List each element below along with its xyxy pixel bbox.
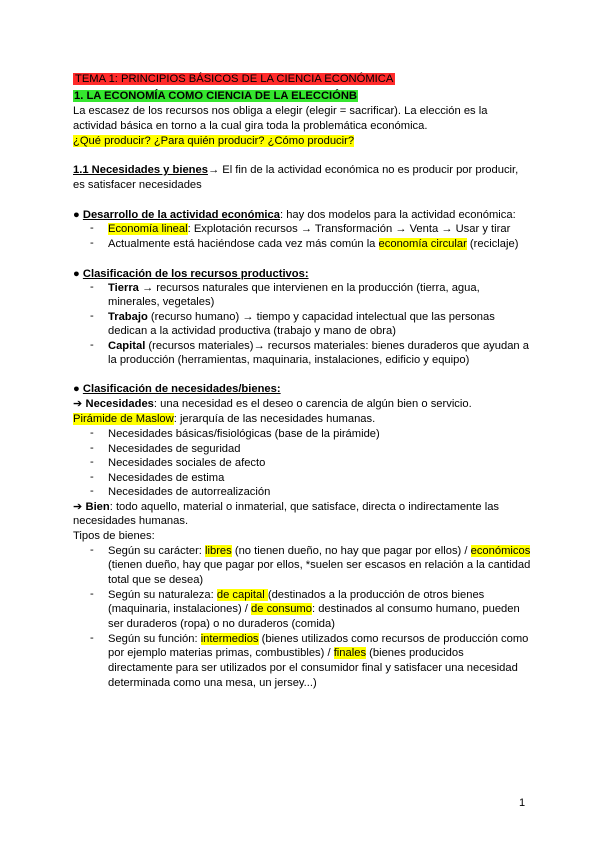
necesidades-label: Necesidades xyxy=(85,398,154,410)
dash-marker: - xyxy=(90,588,94,600)
bien-text: : todo aquello, material o inmaterial, que satisface, directa o indirectamente las xyxy=(109,501,500,513)
naturaleza-line1 xyxy=(108,588,484,602)
funcion-2a: por ejemplo materias primas, combustibles) / xyxy=(108,647,334,659)
necesidades-def xyxy=(73,397,472,411)
desarrollo-item2-post: (reciclaje) xyxy=(466,238,519,250)
list-item: Necesidades de estima xyxy=(108,472,225,484)
necesidades-heading-line xyxy=(73,382,281,396)
caracter-mid: (no tienen dueño, no hay que pagar por ellos) / xyxy=(231,545,471,557)
title-line xyxy=(73,72,395,86)
dash-marker: - xyxy=(90,237,94,249)
funcion-mid: (bienes utilizados como recursos de producción como xyxy=(258,633,529,645)
trabajo-text: (recurso humano) → tiempo y capacidad intelectual que las personas xyxy=(147,311,495,323)
economia-lineal: Economía lineal xyxy=(108,223,188,235)
economia-circular: economía circular xyxy=(378,238,467,250)
bullet-icon: ● xyxy=(73,268,80,280)
dash-marker: - xyxy=(90,544,94,556)
list-item: Necesidades básicas/fisiológicas (base de la pirámide) xyxy=(108,428,380,440)
section1-questions-line xyxy=(73,134,354,148)
funcion-line3: directamente para ser utilizados por el consumidor final y satisfacer una necesidad xyxy=(108,662,518,674)
bullet-icon: ● xyxy=(73,209,80,221)
maslow-highlight: Pirámide de Maslow xyxy=(73,413,174,425)
funcion-line4: determinada como una mesa, un jersey...) xyxy=(108,677,317,689)
naturaleza-2a: (maquinaria, instalaciones) / xyxy=(108,603,252,615)
naturaleza-pre: Según su naturaleza: xyxy=(108,589,217,601)
recursos-heading: Clasificación de los recursos productivos: xyxy=(82,268,309,280)
section1-heading: 1. LA ECONOMÍA COMO CIENCIA DE LA ELECCIÓNB xyxy=(74,90,358,102)
caracter-pre: Según su carácter: xyxy=(108,545,206,557)
section11-arrow-text: → El fin de la actividad económica no es producir por producir, xyxy=(207,164,519,176)
capital-label: Capital xyxy=(108,340,146,352)
trabajo-label: Trabajo xyxy=(108,311,148,323)
dash-marker: - xyxy=(90,632,94,644)
dash-marker: - xyxy=(90,427,94,439)
dash-marker: - xyxy=(90,339,94,351)
naturaleza-2b: : destinados al consumo humano, pueden xyxy=(311,603,520,615)
funcion-pre: Según su función: xyxy=(108,633,201,645)
naturaleza-line2 xyxy=(108,602,520,616)
naturaleza-mid: (destinados a la producción de otros bienes xyxy=(267,589,485,601)
section1-heading-line xyxy=(73,89,358,103)
recursos-trabajo-2: dedican a la actividad productiva (trabajo y mano de obra) xyxy=(108,325,396,337)
caracter-line2: (tienen dueño, hay que pagar por ellos, *suelen ser escasos en relación a la cantidad xyxy=(108,559,531,571)
desarrollo-rest: : hay dos modelos para la actividad económica: xyxy=(279,209,516,221)
desarrollo-heading: Desarrollo de la actividad económica xyxy=(82,209,280,221)
recursos-trabajo xyxy=(108,310,495,324)
maslow-line xyxy=(73,412,375,426)
tierra-text: → recursos naturales que intervienen en la producción (tierra, agua, xyxy=(138,282,480,294)
caracter-line3: total que se desea) xyxy=(108,574,204,586)
recursos-tierra-2: minerales, vegetales) xyxy=(108,296,215,308)
page-number: 1 xyxy=(519,797,526,809)
section1-p2: actividad básica en torno a la cual gira toda la problemática económica. xyxy=(73,120,428,132)
desarrollo-item1-rest: : Explotación recursos → Transformación → Venta → Usar y tirar xyxy=(187,223,511,235)
maslow-text: : jerarquía de las necesidades humanas. xyxy=(173,413,376,425)
de-capital-highlight: de capital xyxy=(216,589,268,601)
dash-marker: - xyxy=(90,471,94,483)
necesidades-text: : una necesidad es el deseo o carencia de algún bien o servicio. xyxy=(153,398,472,410)
dash-marker: - xyxy=(90,442,94,454)
arrow-icon: ➔ xyxy=(73,398,83,410)
section11-line1 xyxy=(73,163,518,177)
desarrollo-item1 xyxy=(108,222,510,236)
funcion-line2 xyxy=(108,646,464,660)
bien-label: Bien xyxy=(85,501,110,513)
funcion-2b: (bienes producidos xyxy=(366,647,464,659)
necesidades-heading: Clasificación de necesidades/bienes: xyxy=(82,383,281,395)
section11-heading: 1.1 Necesidades y bienes xyxy=(73,164,208,176)
tierra-label: Tierra xyxy=(108,282,139,294)
capital-text: (recursos materiales)→ recursos materiales: bienes duraderos que ayudan a xyxy=(145,340,529,352)
section1-p1: La escasez de los recursos nos obliga a elegir (elegir = sacrificar). La elección es la xyxy=(73,105,488,117)
economicos-highlight: económicos xyxy=(470,545,531,557)
recursos-capital-2: la producción (herramientas, maquinaria, instalaciones, edificio y equipo) xyxy=(108,354,470,366)
desarrollo-item2 xyxy=(108,237,518,251)
desarrollo-item2-pre: Actualmente está haciéndose cada vez más común la xyxy=(108,238,379,250)
page-title: TEMA 1: PRINCIPIOS BÁSICOS DE LA CIENCIA ECONÓMICA xyxy=(75,73,394,85)
tipos-label: Tipos de bienes: xyxy=(73,530,155,542)
libres-highlight: libres xyxy=(205,545,232,557)
desarrollo-heading-line xyxy=(73,208,516,222)
recursos-capital xyxy=(108,339,529,353)
list-item: Necesidades sociales de afecto xyxy=(108,457,266,469)
funcion-line1 xyxy=(108,632,528,646)
caracter-line1 xyxy=(108,544,530,558)
dash-marker: - xyxy=(90,310,94,322)
recursos-tierra xyxy=(108,281,480,295)
bullet-icon: ● xyxy=(73,383,80,395)
arrow-icon: ➔ xyxy=(73,501,83,513)
list-item: Necesidades de seguridad xyxy=(108,443,241,455)
dash-marker: - xyxy=(90,456,94,468)
dash-marker: - xyxy=(90,281,94,293)
naturaleza-line3: ser duraderos (ropa) o no duraderos (comida) xyxy=(108,618,335,630)
dash-marker: - xyxy=(90,485,94,497)
dash-marker: - xyxy=(90,222,94,234)
bien-def xyxy=(73,500,499,514)
bien-def-2: necesidades humanas. xyxy=(73,515,189,527)
section11-line2: es satisfacer necesidades xyxy=(73,179,202,191)
de-consumo-highlight: de consumo xyxy=(251,603,312,615)
section1-questions: ¿Qué producir? ¿Para quién producir? ¿Cómo producir? xyxy=(73,135,355,147)
recursos-heading-line xyxy=(73,267,309,281)
list-item: Necesidades de autorrealización xyxy=(108,486,271,498)
intermedios-highlight: intermedios xyxy=(200,633,259,645)
finales-highlight: finales xyxy=(333,647,367,659)
